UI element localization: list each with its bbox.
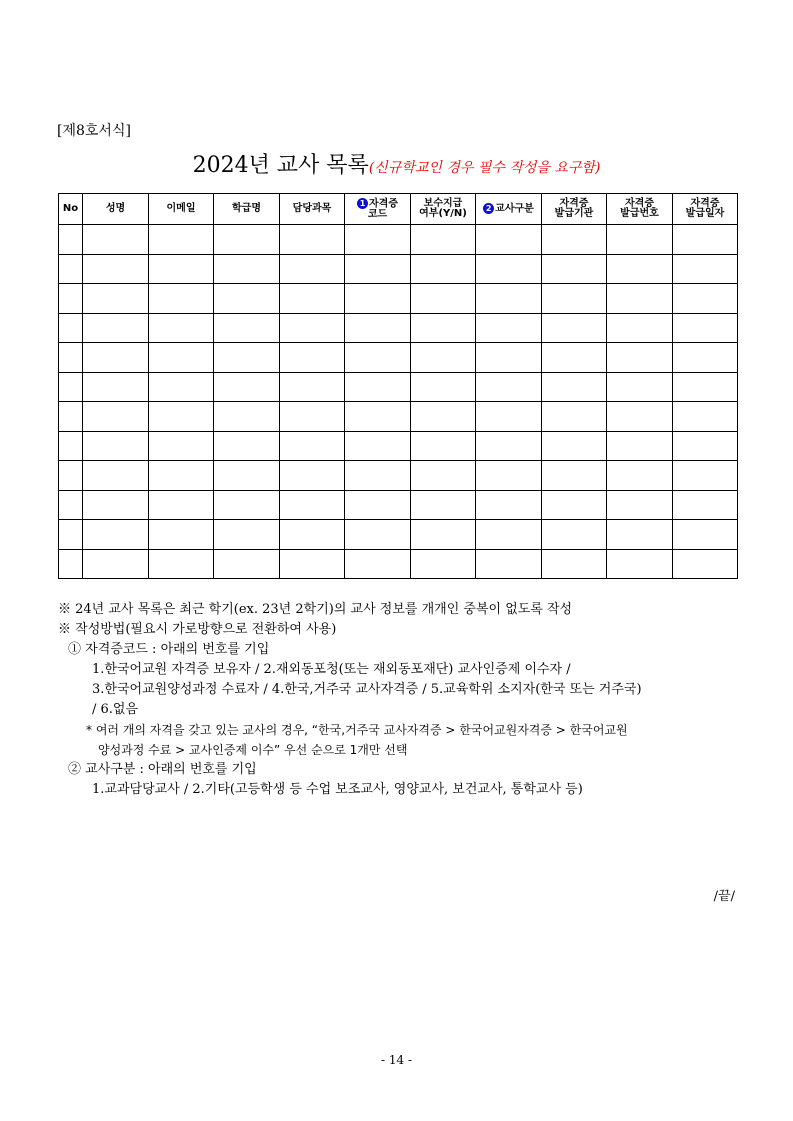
table-cell[interactable] <box>149 461 214 491</box>
table-cell[interactable] <box>542 254 607 284</box>
table-cell[interactable] <box>149 343 214 373</box>
column-header-label: 코드 <box>367 208 388 220</box>
column-header-label: 자격증 <box>559 198 589 209</box>
column-header-label: 교사구분 <box>495 203 534 215</box>
column-header-label: 성명 <box>105 203 126 214</box>
note-line: 양성과정 수료 > 교사인증제 이수” 우선 순으로 1개만 선택 <box>98 743 408 757</box>
table-cell[interactable] <box>149 520 214 550</box>
table-cell[interactable] <box>476 254 542 284</box>
note-line: ※ 24년 교사 목록은 최근 학기(ex. 23년 2학기)의 교사 정보를 개개인 중복이 없도록 작성 <box>58 602 573 617</box>
table-cell[interactable] <box>83 225 149 255</box>
column-header-label: 발급번호 <box>620 208 659 219</box>
column-header <box>673 194 738 225</box>
column-header <box>59 194 83 225</box>
table-cell[interactable] <box>476 284 542 314</box>
table-cell[interactable] <box>345 225 411 255</box>
table-row <box>59 225 738 255</box>
table-cell[interactable] <box>607 372 673 402</box>
table-cell[interactable] <box>280 402 345 432</box>
table-header-row <box>59 194 738 225</box>
table-cell[interactable] <box>411 549 476 579</box>
table-cell[interactable] <box>542 549 607 579</box>
table-cell[interactable] <box>345 343 411 373</box>
note-line: ② 교사구분 : 아래의 번호를 기입 <box>68 762 257 777</box>
table-cell[interactable] <box>214 461 280 491</box>
table-cell[interactable] <box>411 520 476 550</box>
table-row <box>59 313 738 343</box>
table-cell[interactable] <box>411 284 476 314</box>
table-cell[interactable] <box>83 461 149 491</box>
table-cell[interactable] <box>280 461 345 491</box>
table-cell[interactable] <box>345 431 411 461</box>
table-cell[interactable] <box>411 402 476 432</box>
table-cell[interactable] <box>411 461 476 491</box>
table-cell[interactable] <box>607 431 673 461</box>
note-line: 1.한국어교원 자격증 보유자 / 2.재외동포청(또는 재외동포재단) 교사인증제 이수자 / <box>92 662 571 677</box>
table-cell[interactable] <box>345 313 411 343</box>
table-cell[interactable] <box>59 402 83 432</box>
table-cell[interactable] <box>214 225 280 255</box>
table-cell[interactable] <box>607 520 673 550</box>
table-cell[interactable] <box>149 490 214 520</box>
table-cell[interactable] <box>214 284 280 314</box>
table-cell[interactable] <box>214 490 280 520</box>
note-line: * 여러 개의 자격을 갖고 있는 교사의 경우, “한국,거주국 교사자격증 > 한국어교원자격증 > 한국어교원 <box>86 723 628 737</box>
table-cell[interactable] <box>607 284 673 314</box>
table-cell[interactable] <box>280 520 345 550</box>
table-cell[interactable] <box>673 284 738 314</box>
column-header <box>607 194 673 225</box>
table-cell[interactable] <box>542 372 607 402</box>
table-cell[interactable] <box>149 372 214 402</box>
table-row <box>59 254 738 284</box>
table-cell[interactable] <box>59 490 83 520</box>
table-cell[interactable] <box>149 254 214 284</box>
end-mark: /끝/ <box>713 889 735 904</box>
table-body <box>59 225 738 579</box>
table-cell[interactable] <box>149 225 214 255</box>
table-cell[interactable] <box>83 490 149 520</box>
table-cell[interactable] <box>607 343 673 373</box>
note-line: ※ 작성방법(필요시 가로방향으로 전환하여 사용) <box>58 622 337 637</box>
table-cell[interactable] <box>214 343 280 373</box>
table-cell[interactable] <box>607 254 673 284</box>
column-header-label: 발급일자 <box>685 208 725 219</box>
table-cell[interactable] <box>214 402 280 432</box>
table-cell[interactable] <box>280 490 345 520</box>
column-header <box>542 194 607 225</box>
table-cell[interactable] <box>607 549 673 579</box>
table-cell[interactable] <box>280 372 345 402</box>
page-title <box>0 148 793 179</box>
table-cell[interactable] <box>607 490 673 520</box>
teacher-list-table <box>58 193 738 579</box>
table-cell[interactable] <box>214 431 280 461</box>
column-header-label: 자격증 <box>369 198 398 210</box>
table-cell[interactable] <box>476 402 542 432</box>
table-cell[interactable] <box>542 490 607 520</box>
table-cell[interactable] <box>542 520 607 550</box>
table-cell[interactable] <box>476 549 542 579</box>
table-cell[interactable] <box>411 313 476 343</box>
table-cell[interactable] <box>607 313 673 343</box>
column-header <box>83 194 149 225</box>
table-cell[interactable] <box>59 313 83 343</box>
table-cell[interactable] <box>673 490 738 520</box>
table-row <box>59 431 738 461</box>
table-row <box>59 461 738 491</box>
table-cell[interactable] <box>673 254 738 284</box>
table-row <box>59 402 738 432</box>
table-cell[interactable] <box>607 461 673 491</box>
note-line: 1.교과담당교사 / 2.기타(고등학생 등 수업 보조교사, 영양교사, 보건교사, 통학교사 등) <box>92 782 583 797</box>
column-header <box>149 194 214 225</box>
table-cell[interactable] <box>149 284 214 314</box>
table-cell[interactable] <box>673 431 738 461</box>
table-row <box>59 490 738 520</box>
column-header <box>280 194 345 225</box>
table-cell[interactable] <box>476 372 542 402</box>
table-cell[interactable] <box>673 225 738 255</box>
table-cell[interactable] <box>673 520 738 550</box>
table-cell[interactable] <box>411 254 476 284</box>
table-cell[interactable] <box>83 284 149 314</box>
table-cell[interactable] <box>607 402 673 432</box>
table-cell[interactable] <box>345 520 411 550</box>
table-cell[interactable] <box>83 372 149 402</box>
table-cell[interactable] <box>59 284 83 314</box>
table-cell[interactable] <box>280 225 345 255</box>
table-cell[interactable] <box>59 549 83 579</box>
table-cell[interactable] <box>280 313 345 343</box>
table-cell[interactable] <box>214 254 280 284</box>
table-cell[interactable] <box>673 343 738 373</box>
table-cell[interactable] <box>280 431 345 461</box>
column-header <box>476 194 542 225</box>
table-cell[interactable] <box>411 490 476 520</box>
column-header-label: 자격증 <box>690 198 720 209</box>
column-header <box>411 194 476 225</box>
table-cell[interactable] <box>280 254 345 284</box>
table-cell[interactable] <box>476 461 542 491</box>
table-cell[interactable] <box>214 313 280 343</box>
table-cell[interactable] <box>214 520 280 550</box>
table-cell[interactable] <box>411 225 476 255</box>
column-header <box>214 194 280 225</box>
table-cell[interactable] <box>476 490 542 520</box>
column-header-label: 학급명 <box>232 203 261 214</box>
column-header-label: 여부(Y/N) <box>419 208 467 219</box>
table-cell[interactable] <box>673 372 738 402</box>
table-row <box>59 372 738 402</box>
table-cell[interactable] <box>149 431 214 461</box>
table-cell[interactable] <box>411 343 476 373</box>
table-row <box>59 520 738 550</box>
table-cell[interactable] <box>280 343 345 373</box>
table-cell[interactable] <box>345 549 411 579</box>
table-cell[interactable] <box>345 461 411 491</box>
note-line: ① 자격증코드 : 아래의 번호를 기입 <box>68 642 270 657</box>
table-cell[interactable] <box>411 431 476 461</box>
table-cell[interactable] <box>214 549 280 579</box>
column-header-label: 자격증 <box>625 198 654 209</box>
note-line: 3.한국어교원양성과정 수료자 / 4.한국,거주국 교사자격증 / 5.교육학위 소지자(한국 또는 거주국) <box>92 682 642 697</box>
table-cell[interactable] <box>542 461 607 491</box>
table-cell[interactable] <box>476 343 542 373</box>
table-cell[interactable] <box>149 402 214 432</box>
table-cell[interactable] <box>83 254 149 284</box>
table-cell[interactable] <box>345 372 411 402</box>
table-cell[interactable] <box>345 284 411 314</box>
table-cell[interactable] <box>411 372 476 402</box>
table-cell[interactable] <box>83 549 149 579</box>
table-cell[interactable] <box>59 254 83 284</box>
table-cell[interactable] <box>149 549 214 579</box>
page-number: - 14 - <box>380 1053 412 1067</box>
table-cell[interactable] <box>280 284 345 314</box>
table-cell[interactable] <box>59 225 83 255</box>
column-header-label: 발급기관 <box>554 208 594 219</box>
form-number: [제8호서식] <box>57 123 131 139</box>
table-cell[interactable] <box>83 520 149 550</box>
table-cell[interactable] <box>345 402 411 432</box>
column-header <box>345 194 411 225</box>
table-cell[interactable] <box>280 549 345 579</box>
table-cell[interactable] <box>214 372 280 402</box>
table-cell[interactable] <box>673 402 738 432</box>
column-header-label: 보수지급 <box>423 198 463 209</box>
table-cell[interactable] <box>476 313 542 343</box>
table-cell[interactable] <box>59 431 83 461</box>
table-cell[interactable] <box>476 225 542 255</box>
column-header-label: No <box>62 203 79 214</box>
title-note: (신규학교인 경우 필수 작성을 요구함) <box>368 160 601 176</box>
column-header-label: 이메일 <box>166 203 196 214</box>
number-marker-icon: 2 <box>483 203 494 214</box>
table-cell[interactable] <box>83 431 149 461</box>
table-cell[interactable] <box>149 313 214 343</box>
table-cell[interactable] <box>59 520 83 550</box>
table-cell[interactable] <box>673 549 738 579</box>
note-line: / 6.없음 <box>92 702 139 717</box>
table-cell[interactable] <box>83 313 149 343</box>
table-row <box>59 284 738 314</box>
table-cell[interactable] <box>542 402 607 432</box>
table-row <box>59 549 738 579</box>
table-cell[interactable] <box>59 372 83 402</box>
table-cell[interactable] <box>542 313 607 343</box>
title-main: 2024년 교사 목록 <box>192 153 369 178</box>
table-cell[interactable] <box>59 461 83 491</box>
table-cell[interactable] <box>542 343 607 373</box>
table-cell[interactable] <box>345 490 411 520</box>
table-cell[interactable] <box>83 343 149 373</box>
table-cell[interactable] <box>542 225 607 255</box>
table-cell[interactable] <box>673 313 738 343</box>
table-row <box>59 343 738 373</box>
table-cell[interactable] <box>59 343 83 373</box>
column-header-label: 담당과목 <box>292 203 332 214</box>
notes-section <box>58 600 758 800</box>
table-cell[interactable] <box>542 431 607 461</box>
table-cell[interactable] <box>476 431 542 461</box>
table-cell[interactable] <box>345 254 411 284</box>
table-cell[interactable] <box>476 520 542 550</box>
table-cell[interactable] <box>673 461 738 491</box>
number-marker-icon: 1 <box>357 198 368 209</box>
table-cell[interactable] <box>607 225 673 255</box>
table-cell[interactable] <box>83 402 149 432</box>
table-cell[interactable] <box>542 284 607 314</box>
